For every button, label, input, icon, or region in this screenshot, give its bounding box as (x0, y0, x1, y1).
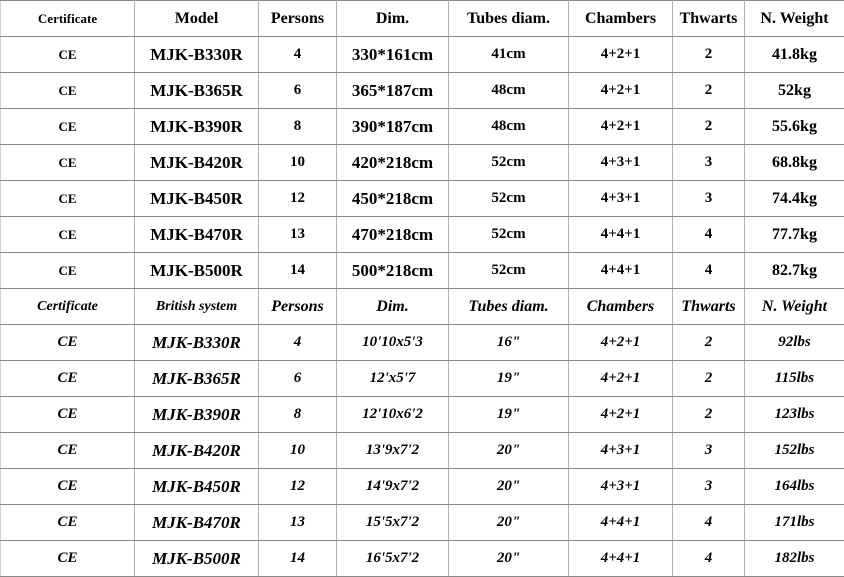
cell-dim: 16'5x7'2 (337, 541, 449, 577)
table-row (1, 397, 844, 433)
cell-weight: 164lbs (745, 469, 844, 505)
cell-persons: 12 (259, 469, 337, 505)
cell-chambers: 4+4+1 (569, 253, 673, 289)
cell-chambers: 4+2+1 (569, 37, 673, 73)
cell-tubes: 19" (449, 397, 569, 433)
cell-tubes: 52cm (449, 145, 569, 181)
cell-tubes: 52cm (449, 217, 569, 253)
cell-tubes: 48cm (449, 73, 569, 109)
cell-tubes: 41cm (449, 37, 569, 73)
table-row (1, 325, 844, 361)
cell-tubes: 19" (449, 361, 569, 397)
cell-model: MJK-B365R (135, 73, 259, 109)
cell-dim: 470*218cm (337, 217, 449, 253)
cell-certificate: CE (1, 145, 135, 181)
cell-chambers: 4+3+1 (569, 469, 673, 505)
header-model: Model (135, 1, 259, 37)
cell-model: MJK-B365R (135, 361, 259, 397)
cell-chambers: 4+4+1 (569, 505, 673, 541)
metric-header-row (1, 1, 844, 37)
cell-chambers: 4+4+1 (569, 541, 673, 577)
header-weight: N. Weight (745, 1, 844, 37)
table-row (1, 253, 844, 289)
cell-tubes: 52cm (449, 181, 569, 217)
cell-weight: 41.8kg (745, 37, 844, 73)
cell-persons: 12 (259, 181, 337, 217)
cell-certificate: CE (1, 541, 135, 577)
cell-certificate: CE (1, 505, 135, 541)
cell-dim: 450*218cm (337, 181, 449, 217)
cell-chambers: 4+3+1 (569, 145, 673, 181)
cell-thwarts: 2 (673, 109, 745, 145)
cell-thwarts: 2 (673, 73, 745, 109)
cell-dim: 10'10x5'3 (337, 325, 449, 361)
table-row (1, 505, 844, 541)
cell-weight: 152lbs (745, 433, 844, 469)
table-row (1, 73, 844, 109)
cell-tubes: 16" (449, 325, 569, 361)
header-chambers: Chambers (569, 1, 673, 37)
cell-certificate: CE (1, 469, 135, 505)
cell-weight: 77.7kg (745, 217, 844, 253)
header-dim: Dim. (337, 1, 449, 37)
cell-persons: 4 (259, 37, 337, 73)
cell-persons: 8 (259, 109, 337, 145)
cell-dim: 500*218cm (337, 253, 449, 289)
cell-chambers: 4+3+1 (569, 181, 673, 217)
cell-chambers: 4+2+1 (569, 361, 673, 397)
cell-tubes: 52cm (449, 253, 569, 289)
header-certificate: Certificate (1, 1, 135, 37)
cell-thwarts: 4 (673, 505, 745, 541)
cell-chambers: 4+4+1 (569, 217, 673, 253)
cell-certificate: CE (1, 253, 135, 289)
cell-weight: 92lbs (745, 325, 844, 361)
table-row (1, 145, 844, 181)
cell-tubes: 20" (449, 433, 569, 469)
cell-thwarts: 4 (673, 217, 745, 253)
cell-persons: 13 (259, 217, 337, 253)
cell-dim: 12'x5'7 (337, 361, 449, 397)
table-row (1, 541, 844, 577)
cell-model: MJK-B390R (135, 397, 259, 433)
cell-dim: 390*187cm (337, 109, 449, 145)
table-row (1, 109, 844, 145)
cell-certificate: CE (1, 181, 135, 217)
header-tubes-diam: Tubes diam. (449, 289, 569, 325)
cell-thwarts: 3 (673, 469, 745, 505)
cell-model: MJK-B420R (135, 433, 259, 469)
cell-dim: 420*218cm (337, 145, 449, 181)
cell-model: MJK-B470R (135, 505, 259, 541)
header-chambers: Chambers (569, 289, 673, 325)
table-row (1, 217, 844, 253)
cell-dim: 365*187cm (337, 73, 449, 109)
header-certificate: Certificate (1, 289, 135, 325)
cell-persons: 4 (259, 325, 337, 361)
cell-thwarts: 2 (673, 325, 745, 361)
cell-weight: 182lbs (745, 541, 844, 577)
cell-certificate: CE (1, 217, 135, 253)
cell-thwarts: 2 (673, 397, 745, 433)
header-weight: N. Weight (745, 289, 844, 325)
cell-certificate: CE (1, 73, 135, 109)
cell-weight: 171lbs (745, 505, 844, 541)
header-british-system: British system (135, 289, 259, 325)
cell-certificate: CE (1, 37, 135, 73)
cell-model: MJK-B500R (135, 541, 259, 577)
cell-certificate: CE (1, 397, 135, 433)
cell-certificate: CE (1, 325, 135, 361)
cell-persons: 10 (259, 145, 337, 181)
cell-model: MJK-B470R (135, 217, 259, 253)
cell-thwarts: 2 (673, 37, 745, 73)
cell-dim: 14'9x7'2 (337, 469, 449, 505)
cell-certificate: CE (1, 109, 135, 145)
cell-model: MJK-B330R (135, 37, 259, 73)
cell-model: MJK-B330R (135, 325, 259, 361)
cell-tubes: 20" (449, 469, 569, 505)
cell-thwarts: 3 (673, 433, 745, 469)
table-row (1, 469, 844, 505)
cell-chambers: 4+2+1 (569, 325, 673, 361)
cell-thwarts: 4 (673, 541, 745, 577)
cell-model: MJK-B390R (135, 109, 259, 145)
cell-thwarts: 4 (673, 253, 745, 289)
cell-thwarts: 3 (673, 181, 745, 217)
cell-thwarts: 3 (673, 145, 745, 181)
cell-model: MJK-B420R (135, 145, 259, 181)
cell-tubes: 20" (449, 505, 569, 541)
cell-weight: 55.6kg (745, 109, 844, 145)
header-persons: Persons (259, 289, 337, 325)
british-header-row (1, 289, 844, 325)
cell-model: MJK-B450R (135, 181, 259, 217)
table-row (1, 181, 844, 217)
cell-weight: 52kg (745, 73, 844, 109)
cell-chambers: 4+2+1 (569, 109, 673, 145)
header-persons: Persons (259, 1, 337, 37)
cell-weight: 68.8kg (745, 145, 844, 181)
header-thwarts: Thwarts (673, 289, 745, 325)
cell-persons: 6 (259, 361, 337, 397)
cell-weight: 74.4kg (745, 181, 844, 217)
cell-certificate: CE (1, 361, 135, 397)
header-thwarts: Thwarts (673, 1, 745, 37)
cell-persons: 8 (259, 397, 337, 433)
cell-weight: 82.7kg (745, 253, 844, 289)
cell-chambers: 4+3+1 (569, 433, 673, 469)
cell-persons: 13 (259, 505, 337, 541)
header-tubes-diam: Tubes diam. (449, 1, 569, 37)
table-row (1, 361, 844, 397)
cell-tubes: 20" (449, 541, 569, 577)
cell-model: MJK-B500R (135, 253, 259, 289)
header-dim: Dim. (337, 289, 449, 325)
cell-chambers: 4+2+1 (569, 73, 673, 109)
cell-dim: 13'9x7'2 (337, 433, 449, 469)
cell-weight: 115lbs (745, 361, 844, 397)
cell-dim: 15'5x7'2 (337, 505, 449, 541)
cell-dim: 330*161cm (337, 37, 449, 73)
cell-persons: 14 (259, 541, 337, 577)
table-row (1, 37, 844, 73)
cell-persons: 10 (259, 433, 337, 469)
cell-chambers: 4+2+1 (569, 397, 673, 433)
cell-persons: 6 (259, 73, 337, 109)
cell-model: MJK-B450R (135, 469, 259, 505)
cell-dim: 12'10x6'2 (337, 397, 449, 433)
cell-tubes: 48cm (449, 109, 569, 145)
cell-persons: 14 (259, 253, 337, 289)
cell-certificate: CE (1, 433, 135, 469)
table-row (1, 433, 844, 469)
cell-weight: 123lbs (745, 397, 844, 433)
cell-thwarts: 2 (673, 361, 745, 397)
